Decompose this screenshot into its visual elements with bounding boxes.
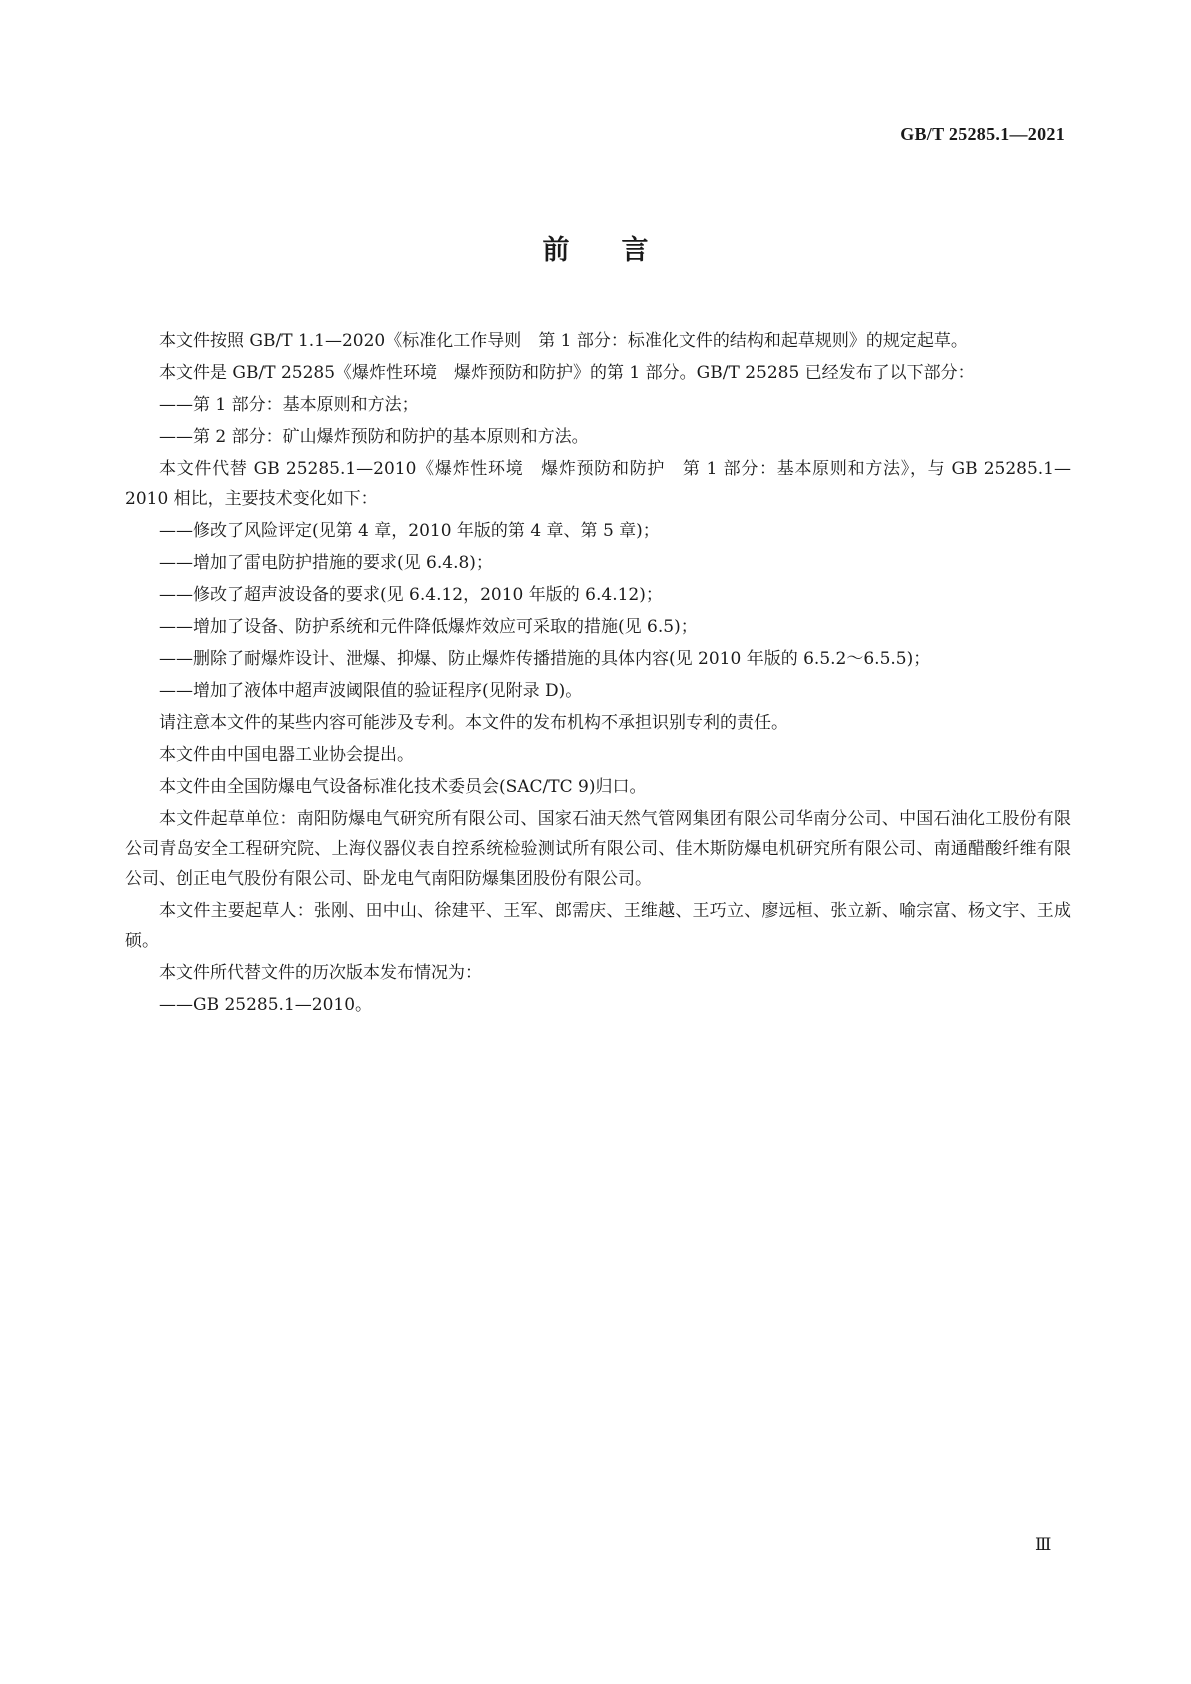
standard-code-header: GB/T 25285.1—2021 xyxy=(900,124,1065,144)
paragraph-series-parts: 本文件是 GB/T 25285《爆炸性环境 爆炸预防和防护》的第 1 部分。GB/T 25285 已经发布了以下部分： xyxy=(159,363,975,383)
paragraph-replacement: 本文件代替 GB 25285.1—2010《爆炸性环境 爆炸预防和防护 第 1 部分：基本原则和方法》，与 GB 25285.1—2010 相比，主要技术变化如下： xyxy=(125,459,1071,509)
list-item-change: ——增加了设备、防护系统和元件降低爆炸效应可采取的措施(见 6.5)； xyxy=(159,617,698,637)
list-item-part-2: ——第 2 部分：矿山爆炸预防和防护的基本原则和方法。 xyxy=(159,427,589,447)
page-number: Ⅲ xyxy=(1035,1535,1052,1554)
list-item-change: ——增加了雷电防护措施的要求(见 6.4.8)； xyxy=(159,553,493,573)
list-item-change: ——修改了超声波设备的要求(见 6.4.12，2010 年版的 6.4.12)； xyxy=(159,585,663,605)
paragraph-proposer: 本文件由中国电器工业协会提出。 xyxy=(159,745,414,765)
paragraph-technical-committee: 本文件由全国防爆电气设备标准化技术委员会(SAC/TC 9)归口。 xyxy=(159,777,647,797)
list-item-change: ——修改了风险评定(见第 4 章，2010 年版的第 4 章、第 5 章)； xyxy=(159,521,660,541)
document-body xyxy=(125,326,1071,1022)
paragraph-drafting-units: 本文件起草单位：南阳防爆电气研究所有限公司、国家石油天然气管网集团有限公司华南分公司、中国石油化工股份有限公司青岛安全工程研究院、上海仪器仪表自控系统检验测试所有限公司、佳木斯防爆电机研究所有限公司、南通醋酸纤维有限公司、创正电气股份有限公司、卧龙电气南阳防爆集团股份有限公司。 xyxy=(125,809,1071,889)
list-item-part-1: ——第 1 部分：基本原则和方法； xyxy=(159,395,419,415)
page-title: 前言 xyxy=(542,235,701,266)
list-item-change: ——增加了液体中超声波阈限值的验证程序(见附录 D)。 xyxy=(159,681,583,701)
list-item-change: ——删除了耐爆炸设计、泄爆、抑爆、防止爆炸传播措施的具体内容(见 2010 年版的 6.5.2～6.5.5)； xyxy=(159,649,931,669)
paragraph-drafting-rules: 本文件按照 GB/T 1.1—2020《标准化工作导则 第 1 部分：标准化文件的结构和起草规则》的规定起草。 xyxy=(159,331,968,351)
paragraph-version-history: 本文件所代替文件的历次版本发布情况为： xyxy=(159,963,482,983)
list-item-previous-version: ——GB 25285.1—2010。 xyxy=(159,995,373,1015)
paragraph-drafters: 本文件主要起草人：张刚、田中山、徐建平、王军、郎需庆、王维越、王巧立、廖远桓、张立新、喻宗富、杨文宇、王成硕。 xyxy=(125,901,1071,951)
paragraph-patent-notice: 请注意本文件的某些内容可能涉及专利。本文件的发布机构不承担识别专利的责任。 xyxy=(159,713,788,733)
